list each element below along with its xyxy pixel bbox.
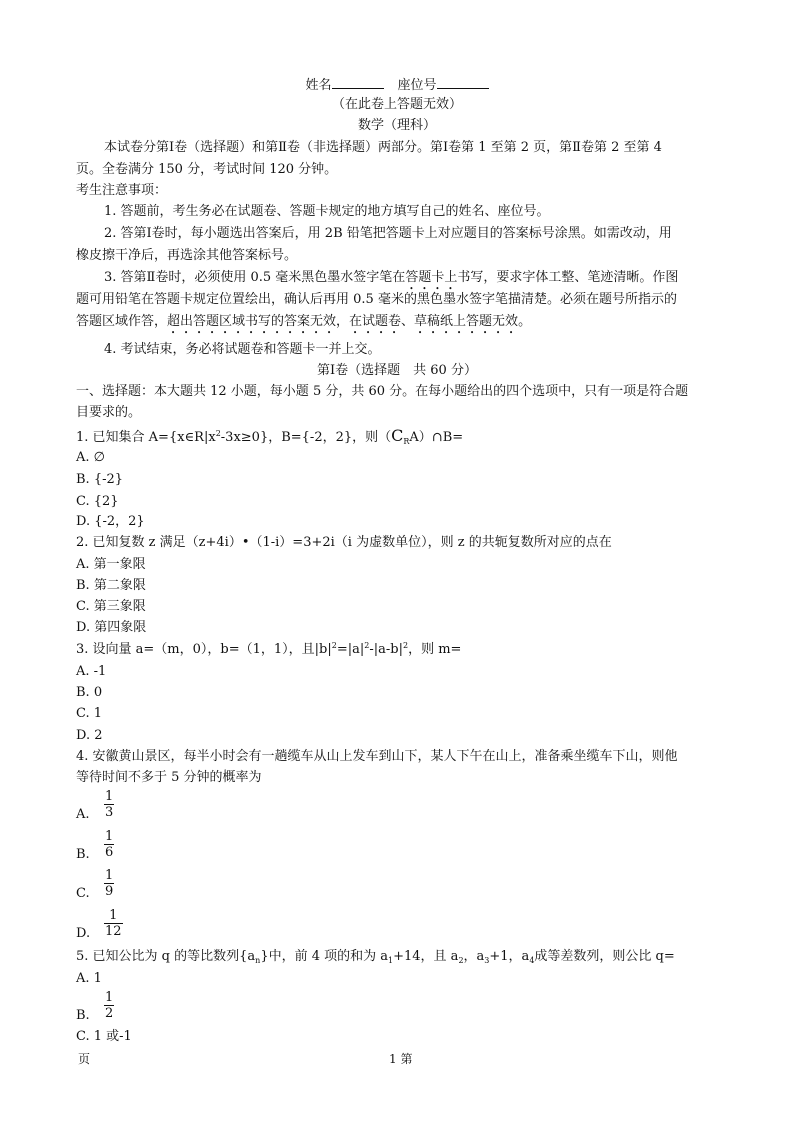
- q4-option-c-label: C.: [76, 886, 90, 901]
- q3-text-d: ，则 m=: [408, 642, 462, 657]
- intro-line-2: 页。全卷满分 150 分，考试时间 120 分钟。: [76, 162, 338, 177]
- fraction-numerator: 1: [105, 990, 114, 1005]
- q3-text-a: 3. 设向量 a=（m，0），b=（1，1），且|b|: [76, 642, 332, 657]
- q2-option-b: B. 第二象限: [76, 578, 146, 593]
- footer-page-number: 1 第: [389, 1052, 413, 1066]
- section-instruction-1: 一、选择题：本大题共 12 小题，每小题 5 分，共 60 分。在每小题给出的四个选项中，只有一项是符合题: [76, 384, 689, 399]
- q3-text-c: -|a-b|: [369, 642, 403, 657]
- q3-option-a: A. -1: [76, 664, 107, 679]
- question-4-stem-1: 4. 安徽黄山景区，每半小时会有一趟缆车从山上发车到山下，某人下午在山上，准备乘坐缆车下山，则他: [76, 749, 678, 764]
- q1-text-d: A）∩B=: [409, 430, 464, 445]
- q1-option-b: B. {-2}: [76, 472, 124, 487]
- q2-option-d: D. 第四象限: [76, 620, 147, 635]
- note-4: 4. 考试结束，务必将试题卷和答题卡一并上交。: [104, 342, 381, 357]
- q5-text-b: }中，前 4 项的和为 a: [260, 949, 389, 964]
- name-label: 姓名: [305, 78, 332, 93]
- q1-sub: R: [403, 437, 410, 446]
- question-3-stem: [76, 641, 461, 659]
- q4-option-a-fraction: [104, 789, 114, 820]
- note-1: 1. 答题前，考生务必在试题卷、答题卡规定的地方填写自己的姓名、座位号。: [104, 204, 550, 219]
- q4-option-d: [76, 908, 123, 943]
- q4-option-b-fraction: [104, 829, 114, 860]
- fraction-denominator: 3: [105, 805, 114, 820]
- q1-text-b: -3x≥0}，B={-2，2}，则（: [220, 430, 392, 445]
- q1-option-d: D. {-2，2}: [76, 514, 145, 529]
- q5-text-a: 5. 已知公比为 q 的等比数列{a: [76, 949, 256, 964]
- q1-text-a: 1. 已知集合 A={x∈R|x: [76, 430, 216, 445]
- note-3c-emphasis-2: 在试题卷、草稿纸上答题无效: [349, 314, 519, 329]
- q1-complement: C: [391, 426, 404, 445]
- invalid-notice: （在此卷上答题无效）: [331, 97, 462, 112]
- q3-option-c: C. 1: [76, 706, 103, 721]
- seat-label: 座位号: [397, 78, 437, 93]
- note-2-line-1: 2. 答第Ⅰ卷时，每小题选出答案后，用 2B 铅笔把答题卡上对应题目的答案标号涂黑。如需改动，用: [104, 226, 672, 241]
- q5-option-c: C. 1 或-1: [76, 1029, 132, 1044]
- q3-option-b: B. 0: [76, 685, 103, 700]
- q4-option-d-label: D.: [76, 926, 91, 941]
- q4-option-c: [76, 868, 114, 903]
- q3-sup-3: 2: [402, 641, 409, 650]
- fraction-numerator: 1: [105, 789, 114, 804]
- note-3-text-after: 书写，要求字体工整、笔迹清晰。作图: [457, 270, 679, 285]
- q4-option-c-fraction: [104, 868, 114, 899]
- fraction-denominator: 12: [105, 924, 122, 939]
- fraction-denominator: 9: [105, 884, 114, 899]
- q4-option-a: [76, 789, 114, 824]
- question-1-stem: [76, 427, 463, 447]
- note-3-text: 3. 答第Ⅱ卷时，必须使用 0.5 毫米黑色墨水签字笔在: [104, 270, 406, 285]
- fraction-denominator: 2: [105, 1006, 114, 1021]
- q2-option-a: A. 第一象限: [76, 557, 146, 572]
- q5-option-b-fraction: [104, 990, 114, 1021]
- section-title: 第Ⅰ卷（选择题 共 60 分）: [317, 363, 477, 378]
- fraction-numerator: 1: [105, 829, 114, 844]
- q4-option-d-fraction: [104, 908, 123, 939]
- intro-line-1: 本试卷分第Ⅰ卷（选择题）和第Ⅱ卷（非选择题）两部分。第Ⅰ卷第 1 至第 2 页，第Ⅱ卷第 2 至第 4: [104, 140, 662, 155]
- note-3c-period: 。: [518, 314, 532, 329]
- fraction-numerator: 1: [109, 908, 118, 923]
- q5-sub-3: 3: [484, 956, 490, 965]
- q5-sub-4: 4: [529, 956, 535, 965]
- note-3-emphasis: 答题卡上: [405, 270, 458, 285]
- q5-text-d: ，a: [463, 949, 485, 964]
- fraction-denominator: 6: [105, 845, 114, 860]
- seat-blank: [437, 76, 489, 89]
- q1-option-a: A. ∅: [76, 450, 105, 465]
- question-5-stem: [76, 948, 675, 966]
- q4-option-b-label: B.: [76, 847, 90, 862]
- q5-sub-n: n: [255, 956, 261, 965]
- q1-sup: 2: [215, 429, 221, 438]
- note-3-line-3: [76, 313, 531, 337]
- section-instruction-2: 目要求的。: [76, 405, 142, 420]
- note-3-line-2: 题可用铅笔在答题卡规定位置绘出，确认后再用 0.5 毫米的黑色墨水签字笔描清楚。必须在题号所指示的: [76, 292, 677, 307]
- q4-option-a-label: A.: [76, 807, 90, 822]
- fraction-numerator: 1: [105, 868, 114, 883]
- notes-title: 考生注意事项：: [76, 183, 168, 198]
- q5-option-a: A. 1: [76, 971, 102, 986]
- question-2-stem: 2. 已知复数 z 满足（z+4i）•（1-i）=3+2i（i 为虚数单位），则 z 的共轭复数所对应的点在: [76, 535, 612, 550]
- q5-sub-2: 2: [458, 956, 464, 965]
- name-blank: [332, 76, 384, 89]
- note-3c-comma: ，: [336, 314, 350, 329]
- q5-option-b-label: B.: [76, 1008, 90, 1023]
- q3-text-b: =|a|: [336, 642, 365, 657]
- q3-sup-1: 2: [331, 641, 337, 650]
- q1-option-c: C. {2}: [76, 494, 119, 509]
- note-3c-text: 答题区域作答，: [76, 314, 168, 329]
- note-2-line-2: 橡皮擦干净后，再选涂其他答案标号。: [76, 248, 298, 263]
- q5-text-f: 成等差数列，则公比 q=: [534, 949, 675, 964]
- note-3c-emphasis-1: 超出答题区域书写的答案无效: [167, 314, 337, 329]
- name-seat-line: [0, 76, 794, 95]
- q3-option-d: D. 2: [76, 728, 103, 743]
- note-3-line-1: [104, 269, 678, 293]
- q5-option-b: [76, 990, 114, 1025]
- q3-sup-2: 2: [364, 641, 370, 650]
- q5-sub-1: 1: [388, 956, 394, 965]
- footer-page-left: 页: [78, 1052, 91, 1066]
- q5-text-c: +14，且 a: [393, 949, 459, 964]
- q2-option-c: C. 第三象限: [76, 599, 146, 614]
- question-4-stem-2: 等待时间不多于 5 分钟的概率为: [76, 770, 262, 785]
- subject-title: 数学（理科）: [357, 118, 436, 133]
- q4-option-b: [76, 829, 114, 864]
- q5-text-e: +1，a: [489, 949, 530, 964]
